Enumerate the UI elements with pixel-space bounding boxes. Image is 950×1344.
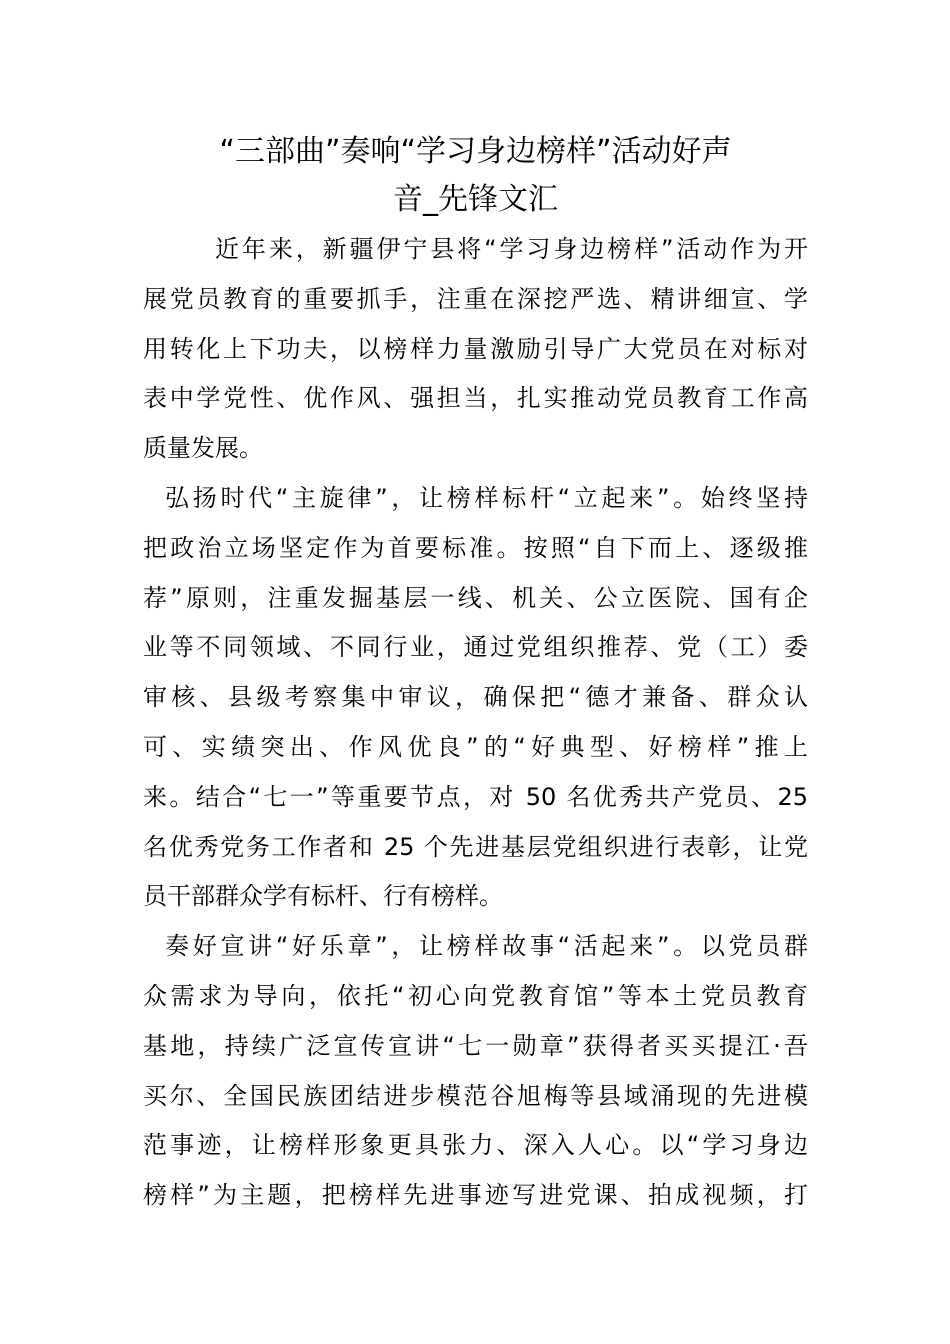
paragraph-3-line-3: 基地，持续广泛宣传宣讲“七一勋章”获得者买买提江·吾 bbox=[143, 1031, 808, 1060]
paragraph-1-line-4: 表中学党性、优作风、强担当，扎实推动党员教育工作高 bbox=[143, 384, 808, 413]
paragraph-3-line-1: 奏好宣讲“好乐章”，让榜样故事“活起来”。以党员群 bbox=[165, 932, 808, 961]
paragraph-1-line-2: 展党员教育的重要抓手，注重在深挖严选、精讲细宣、学 bbox=[143, 284, 808, 313]
paragraph-2-line-5: 审核、县级考察集中审议，确保把“德才兼备、群众认 bbox=[143, 683, 808, 712]
paragraph-3-line-5: 范事迹，让榜样形象更具张力、深入人心。以“学习身边 bbox=[143, 1131, 808, 1160]
paragraph-3 bbox=[143, 922, 808, 1221]
paragraph-2-line-8: 名优秀党务工作者和 25 个先进基层党组织进行表彰，让党 bbox=[143, 832, 808, 861]
paragraph-3-line-6: 榜样”为主题，把榜样先进事迹写进党课、拍成视频，打 bbox=[143, 1181, 808, 1210]
title-line-2: 音_先锋文汇 bbox=[393, 182, 558, 217]
paragraph-2-line-3: 荐”原则，注重发掘基层一线、机关、公立医院、国有企 bbox=[143, 583, 808, 612]
paragraph-2-line-4: 业等不同领域、不同行业，通过党组织推荐、党（工）委 bbox=[143, 633, 808, 662]
paragraph-2-line-1: 弘扬时代“主旋律”，让榜样标杆“立起来”。始终坚持 bbox=[165, 483, 808, 512]
paragraph-2-line-9: 员干部群众学有标杆、行有榜样。 bbox=[143, 882, 503, 911]
paragraph-1-line-1: 近年来，新疆伊宁县将“学习身边榜样”活动作为开 bbox=[215, 235, 808, 263]
paragraph-3-line-2: 众需求为导向，依托“初心向党教育馆”等本土党员教育 bbox=[143, 981, 808, 1010]
paragraph-1-line-5: 质量发展。 bbox=[143, 434, 263, 463]
paragraph-2-line-7: 来。结合“七一”等重要节点，对 50 名优秀共产党员、25 bbox=[143, 782, 808, 811]
paragraph-2-line-6: 可、实绩突出、作风优良”的“好典型、好榜样”推上 bbox=[143, 732, 808, 761]
paragraph-1-line-3: 用转化上下功夫，以榜样力量激励引导广大党员在对标对 bbox=[143, 334, 808, 363]
document-title bbox=[143, 128, 808, 224]
document-body bbox=[143, 225, 808, 1221]
paragraph-3-line-4: 买尔、全国民族团结进步模范谷旭梅等县域涌现的先进模 bbox=[143, 1081, 808, 1110]
title-line-1: “三部曲”奏响“学习身边榜样”活动好声 bbox=[219, 134, 732, 169]
paragraph-1 bbox=[143, 225, 808, 474]
paragraph-2 bbox=[143, 474, 808, 922]
paragraph-2-line-2: 把政治立场坚定作为首要标准。按照“自下而上、逐级推 bbox=[143, 533, 808, 562]
